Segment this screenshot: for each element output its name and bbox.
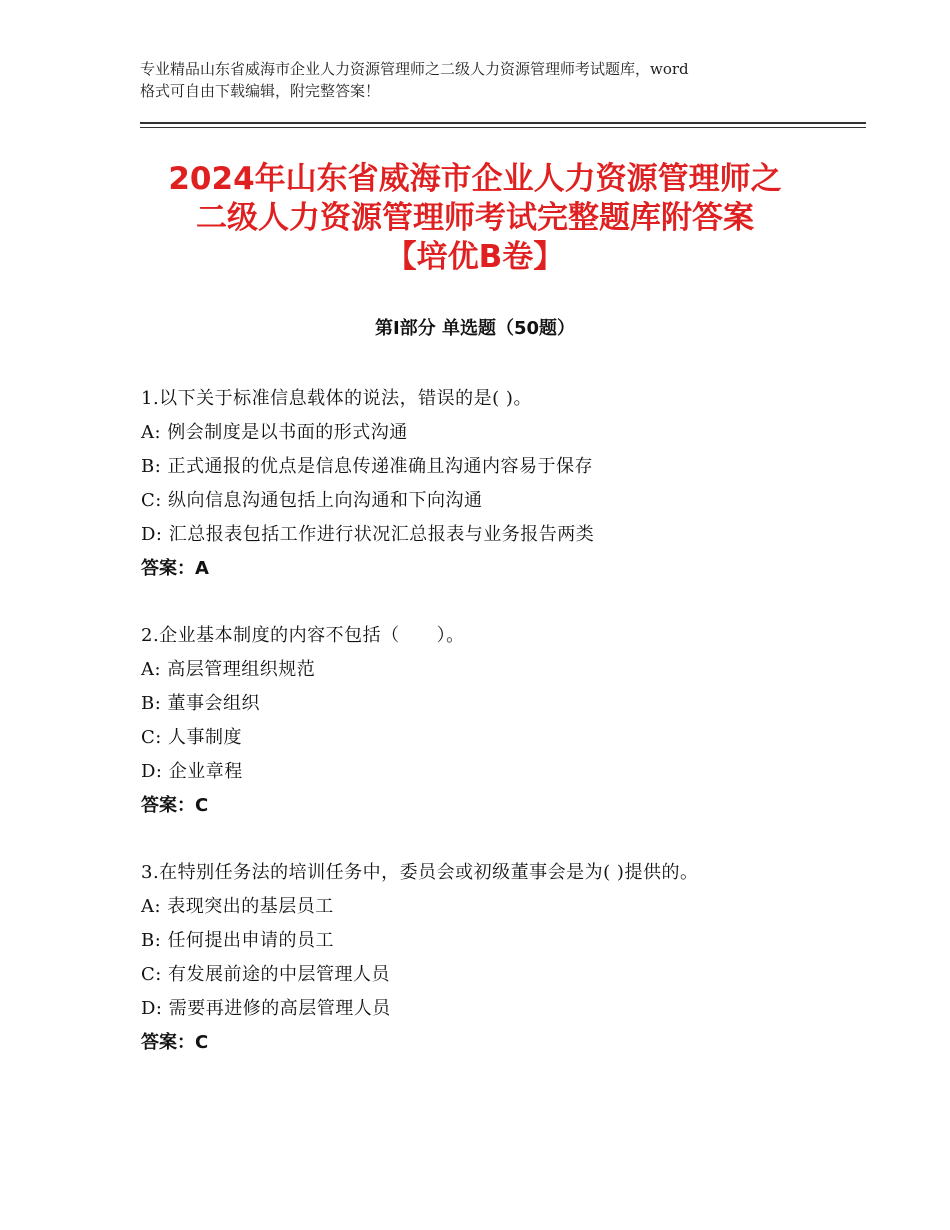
title-line-2: 二级人力资源管理师考试完整题库附答案 xyxy=(196,200,754,236)
option-b: B: 董事会组织 xyxy=(141,693,261,714)
section-heading: 第Ⅰ部分 单选题（50题） xyxy=(374,318,575,339)
question-3 xyxy=(141,856,841,1060)
question-stem: 3.在特别任务法的培训任务中，委员会或初级董事会是为( )提供的。 xyxy=(141,862,699,883)
option-d: D: 汇总报表包括工作进行状况汇总报表与业务报告两类 xyxy=(141,524,595,545)
header-divider-thin xyxy=(140,127,866,128)
option-a: A: 表现突出的基层员工 xyxy=(141,896,334,917)
header-note-line-2: 格式可自由下载编辑，附完整答案！ xyxy=(140,82,381,100)
header-divider-thick xyxy=(140,122,866,124)
answer-line: 答案：A xyxy=(141,558,209,579)
question-stem: 1.以下关于标准信息载体的说法，错误的是( )。 xyxy=(141,388,532,409)
question-stem: 2.企业基本制度的内容不包括（ ）。 xyxy=(141,625,465,646)
document-title xyxy=(120,160,830,277)
option-d: D: 需要再进修的高层管理人员 xyxy=(141,998,391,1019)
question-2 xyxy=(141,619,841,823)
title-line-1: 2024年山东省威海市企业人力资源管理师之 xyxy=(168,161,782,197)
option-a: A: 例会制度是以书面的形式沟通 xyxy=(141,422,408,443)
header-note xyxy=(140,58,830,102)
answer-line: 答案：C xyxy=(141,795,209,816)
option-a: A: 高层管理组织规范 xyxy=(141,659,316,680)
option-b: B: 任何提出申请的员工 xyxy=(141,930,335,951)
header-note-line-1: 专业精品山东省威海市企业人力资源管理师之二级人力资源管理师考试题库，word xyxy=(140,60,689,78)
title-line-3: 【培优B卷】 xyxy=(385,239,565,275)
answer-line: 答案：C xyxy=(141,1032,209,1053)
option-c: C: 纵向信息沟通包括上向沟通和下向沟通 xyxy=(141,490,483,511)
question-1 xyxy=(141,382,841,586)
option-c: C: 人事制度 xyxy=(141,727,243,748)
option-c: C: 有发展前途的中层管理人员 xyxy=(141,964,391,985)
option-b: B: 正式通报的优点是信息传递准确且沟通内容易于保存 xyxy=(141,456,594,477)
option-d: D: 企业章程 xyxy=(141,761,243,782)
question-list xyxy=(141,382,841,1093)
